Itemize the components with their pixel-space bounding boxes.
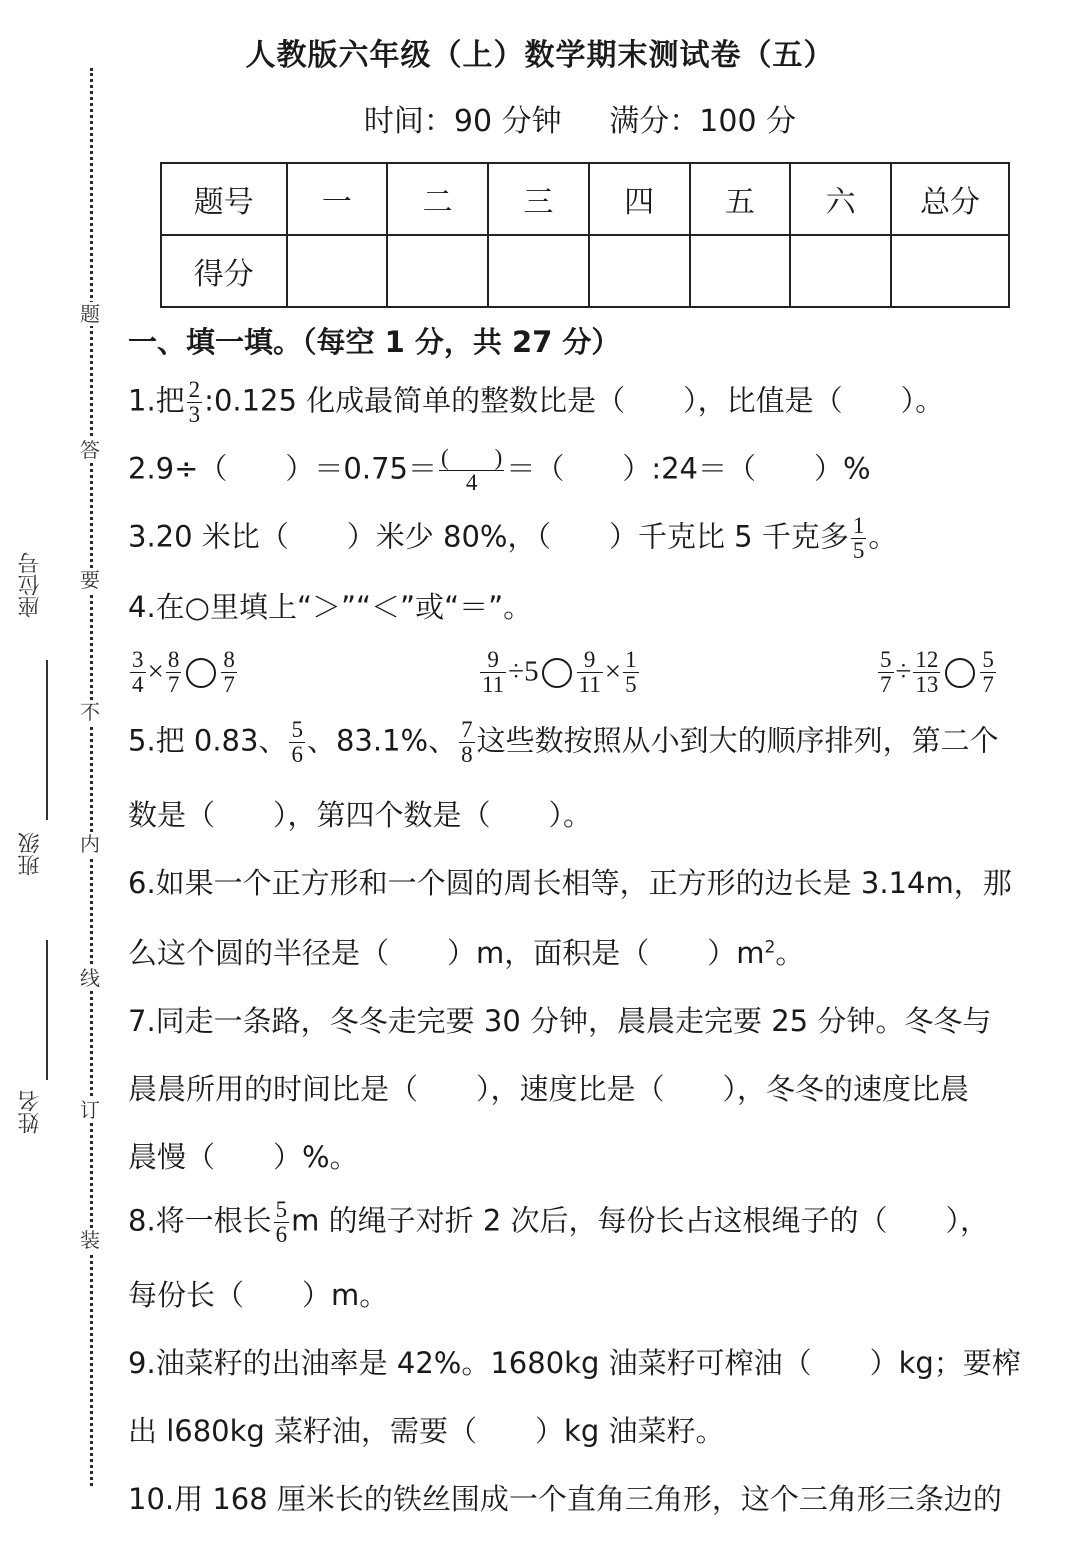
score-cell[interactable] [387, 235, 488, 307]
question-10: 10.用 168 厘米长的铁丝围成一个直角三角形，这个三角形三条边的 [128, 1482, 1002, 1516]
binding-dotted-line [90, 68, 93, 1486]
score-cell[interactable] [790, 235, 891, 307]
question-5-line-2: 数是（ ），第四个数是（ ）。 [128, 798, 593, 832]
table-cell: 题号 [161, 163, 287, 235]
seal-char-7: 订 [80, 1098, 100, 1122]
seal-char-3: 要 [80, 568, 100, 592]
comparison-2: $\frac{9}{11}$ ÷5 $\frac{9}{11}$ × $\frac{1}{5}$ [482, 647, 637, 698]
table-cell: 二 [387, 163, 488, 235]
question-7-line-3: 晨慢（ ）%。 [128, 1140, 359, 1174]
question-4: 4.在○里填上“＞”“＜”或“＝”。 [128, 590, 533, 624]
table-row [161, 163, 1009, 235]
score-cell[interactable] [589, 235, 690, 307]
table-cell: 四 [589, 163, 690, 235]
question-8: 8.将一根长 $\frac{5}{6}$ m 的绳子对折 2 次后，每份长占这根绳子的（ ）， [128, 1197, 990, 1248]
score-cell[interactable] [287, 235, 388, 307]
question-1: 1.把 $\frac{2}{3}$ :0.125 化成最简单的整数比是（ ），比值是（ ）。 [128, 377, 945, 428]
name-label: 姓名 [18, 1090, 43, 1134]
answer-circle[interactable] [945, 658, 975, 688]
fraction: $\frac{2}{3}$ [188, 377, 201, 428]
score-cell[interactable] [690, 235, 791, 307]
page-title: 人教版六年级（上）数学期末测试卷（五） [245, 38, 835, 73]
table-cell: 六 [790, 163, 891, 235]
table-row [161, 235, 1009, 307]
answer-circle[interactable] [186, 658, 216, 688]
table-cell: 一 [287, 163, 388, 235]
question-9: 9.油菜籽的出油率是 42%。1680kg 油菜籽可榨油（ ）kg；要榨 [128, 1346, 1021, 1380]
fraction: $\frac{1}{5}$ [852, 513, 865, 564]
table-cell: 三 [488, 163, 589, 235]
section-heading: 一、填一填。（每空 1 分，共 27 分） [128, 325, 621, 359]
seal-char-4: 不 [80, 700, 100, 724]
name-blank [46, 940, 48, 1080]
question-3: 3.20 米比（ ）米少 80%，（ ）千克比 5 千克多 $\frac{1}{5}$ 。 [128, 513, 898, 564]
seal-char-5: 内 [80, 832, 100, 856]
comparison-3: $\frac{5}{7}$ ÷ $\frac{12}{13}$ $\frac{5}{7}$ [880, 647, 994, 698]
seal-char-6: 线 [80, 966, 100, 990]
question-9-line-2: 出 l680kg 菜籽油，需要（ ）kg 油菜籽。 [128, 1414, 725, 1448]
fraction: $\frac{( )}{4}$ [441, 445, 503, 496]
table-cell: 总分 [891, 163, 1009, 235]
question-8-line-2: 每份长（ ）m。 [128, 1278, 389, 1312]
score-table [160, 162, 1010, 308]
exam-time-score: 时间：90 分钟 满分：100 分 [363, 104, 797, 139]
class-label: 班级 [18, 832, 43, 876]
question-2: 2.9÷（ ）＝0.75＝ $\frac{( )}{4}$ ＝（ ）:24＝（ ）% [128, 445, 871, 496]
question-5: 5.把 0.83、 $\frac{5}{6}$ 、83.1%、 $\frac{7}{8}$ 这些数按照从小到大的顺序排列，第二个 [128, 717, 999, 768]
table-cell: 得分 [161, 235, 287, 307]
seal-char-2: 答 [80, 438, 100, 462]
question-7-line-2: 晨晨所用的时间比是（ ），速度比是（ ），冬冬的速度比晨 [128, 1072, 970, 1106]
class-blank [46, 660, 48, 820]
seat-label: 座位号 [18, 552, 43, 618]
comparison-1: $\frac{3}{4}$ × $\frac{8}{7}$ $\frac{8}{7}$ [132, 647, 235, 698]
question-7: 7.同走一条路，冬冬走完要 30 分钟，晨晨走完要 25 分钟。冬冬与 [128, 1004, 992, 1038]
score-cell[interactable] [488, 235, 589, 307]
question-6: 6.如果一个正方形和一个圆的周长相等，正方形的边长是 3.14m，那 [128, 866, 1012, 900]
question-6-line-2: 么这个圆的半径是（ ）m，面积是（ ）$m^2$。 [128, 936, 805, 970]
answer-circle[interactable] [542, 658, 572, 688]
seal-char-8: 装 [80, 1228, 100, 1252]
seal-char-1: 题 [80, 302, 100, 326]
score-cell[interactable] [891, 235, 1009, 307]
table-cell: 五 [690, 163, 791, 235]
